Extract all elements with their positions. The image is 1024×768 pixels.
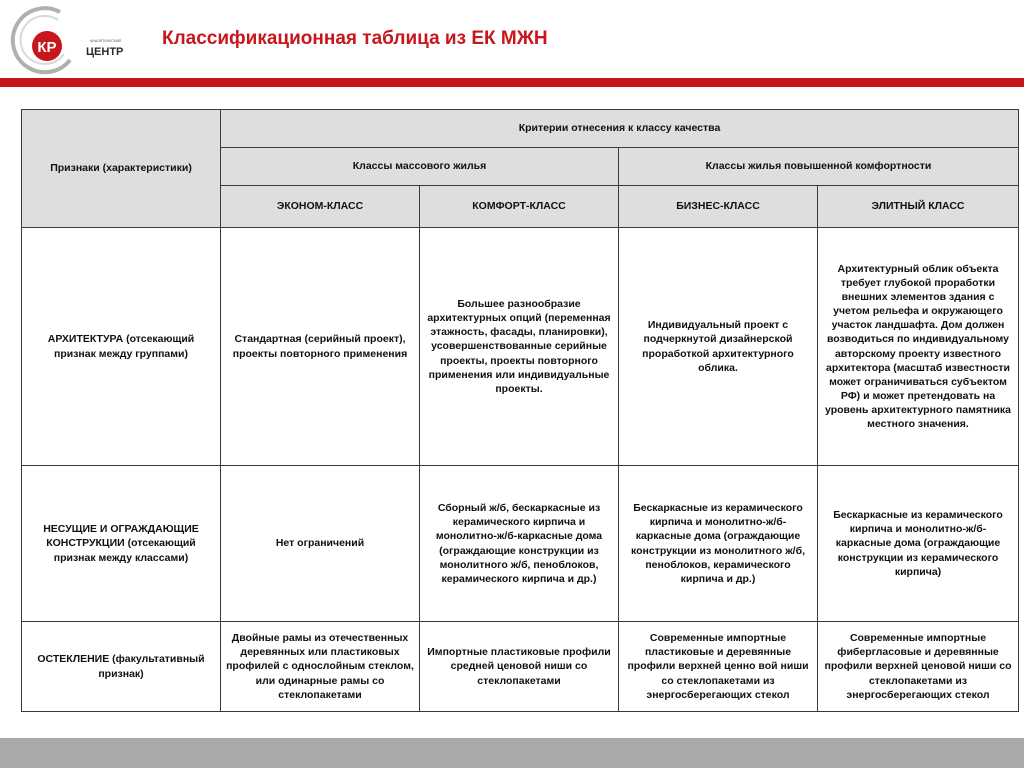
row-feature-architecture: АРХИТЕКТУРА (отсекающий признак между группами): [22, 228, 221, 466]
table-cell: Архитектурный облик объекта требует глубокой проработки внешних элементов здания с учетом рельефа и окружающего участок ландшафта. Дом должен возводиться по индивидуальному авторскому проекту известного архитектора (масштаб известности может ограничиваться субъектом РФ) и может претендовать на уровень архитектурного памятника местного значения.: [818, 228, 1019, 466]
logo-small-text: АНАЛИТИЧЕСКИЙ: [90, 39, 122, 43]
header-row-criteria: [22, 110, 1019, 148]
table-cell: Индивидуальный проект с подчеркнутой дизайнерской проработкой архитектурного облика.: [619, 228, 818, 466]
table-row: [22, 466, 1019, 622]
table-row: [22, 622, 1019, 712]
table-cell: Сборный ж/б, бескаркасные из керамического кирпича и монолитно-ж/б-каркасные дома (ограждающие конструкции из монолитного ж/б, пеноблоков, керамического кирпича и др.): [420, 466, 619, 622]
row-feature-glazing: ОСТЕКЛЕНИЕ (факультативный признак): [22, 622, 221, 712]
table-cell: Большее разнообразие архитектурных опций (переменная этажность, фасады, планировки), усовершенствованные серийные проекты, проекты повторного применения или индивидуальные проекты.: [420, 228, 619, 466]
criteria-header: Критерии отнесения к классу качества: [221, 110, 1019, 148]
header-divider: [0, 78, 1024, 87]
class-header-elite: ЭЛИТНЫЙ КЛАСС: [818, 186, 1019, 228]
class-header-economy: ЭКОНОМ-КЛАСС: [221, 186, 420, 228]
table-cell: Импортные пластиковые профили средней ценовой ниши со стеклопакетами: [420, 622, 619, 712]
table-cell: Бескаркасные из керамического кирпича и монолитно-ж/б-каркасные дома (ограждающие конструкции из керамического кирпича): [818, 466, 1019, 622]
logo-initials: КР: [37, 39, 57, 56]
group-header-mass: Классы массового жилья: [221, 148, 619, 186]
logo: [0, 0, 145, 76]
page-title: Классификационная таблица из ЕК МЖН: [162, 28, 548, 49]
classification-table: [21, 109, 1019, 712]
row-feature-structures: НЕСУЩИЕ И ОГРАЖДАЮЩИЕ КОНСТРУКЦИИ (отсекающий признак между классами): [22, 466, 221, 622]
class-header-business: БИЗНЕС-КЛАСС: [619, 186, 818, 228]
footer-bar: [0, 738, 1024, 768]
table-cell: Нет ограничений: [221, 466, 420, 622]
table-cell: Бескаркасные из керамического кирпича и монолитно-ж/б-каркасные дома (ограждающие конструкции из монолитного ж/б, пеноблоков, керамического кирпича и др.): [619, 466, 818, 622]
logo-graphic: [0, 0, 145, 76]
table-row: [22, 228, 1019, 466]
table-cell: Современные импортные фибергласовые и деревянные профили верхней ценовой ниши со стеклопакетами из энергосберегающих стекол: [818, 622, 1019, 712]
table-cell: Современные импортные пластиковые и деревянные профили верхней ценно вой ниши со стеклопакетами из энергосберегающих стекол: [619, 622, 818, 712]
group-header-comfort: Классы жилья повышенной комфортности: [619, 148, 1019, 186]
features-header: Признаки (характеристики): [22, 110, 221, 228]
table-cell: Двойные рамы из отечественных деревянных или пластиковых профилей с однослойным стеклом, или одинарные рамы со стеклопакетами: [221, 622, 420, 712]
class-header-comfort: КОМФОРТ-КЛАСС: [420, 186, 619, 228]
table-cell: Стандартная (серийный проект), проекты повторного применения: [221, 228, 420, 466]
logo-brand: ЦЕНТР: [86, 46, 124, 58]
